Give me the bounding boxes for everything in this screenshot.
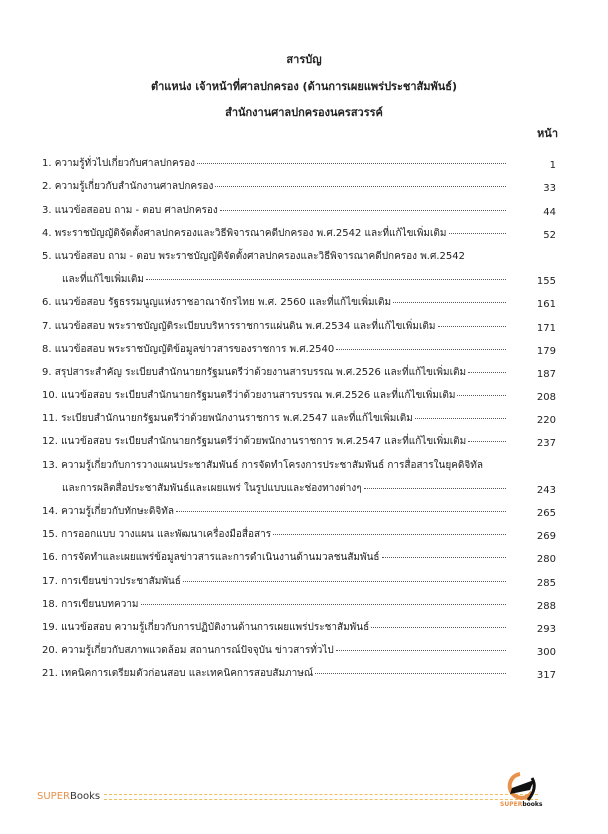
dot-leader <box>393 302 506 303</box>
toc-item-page: 44 <box>543 206 556 218</box>
toc-item-page: 317 <box>536 670 556 682</box>
toc-item-page: 171 <box>536 322 556 334</box>
toc-item-continuation[interactable] <box>42 264 556 287</box>
dot-leader <box>220 210 506 211</box>
dot-leader <box>415 418 506 419</box>
dot-leader <box>336 349 506 350</box>
toc-item[interactable] <box>42 635 556 658</box>
toc-item[interactable] <box>42 589 556 612</box>
toc-item-title: 7. แนวข้อสอบ พระราชบัญญัติระเบียบบริหารราชการแผ่นดิน พ.ศ.2534 และที่แก้ไขเพิ่มเติม <box>42 320 436 332</box>
toc-item-title: 20. ความรู้เกี่ยวกับสภาพแวดล้อม สถานการณ์ปัจจุบัน ข่าวสารทั่วไป <box>42 645 334 657</box>
toc-item-title: 15. การออกแบบ วางแผน และพัฒนาเครื่องมือสื่อสาร <box>42 529 272 541</box>
toc-item-page: 285 <box>536 577 556 589</box>
toc-item[interactable] <box>42 542 556 565</box>
toc-item[interactable] <box>42 519 556 542</box>
toc-item-page: 161 <box>536 299 556 311</box>
toc-item-title: 2. ความรู้เกี่ยวกับสำนักงานศาลปกครอง <box>42 181 214 193</box>
dot-leader <box>176 511 506 512</box>
toc-item-page: 243 <box>536 484 556 496</box>
toc-item-page: 269 <box>536 531 556 543</box>
toc-item[interactable] <box>42 612 556 635</box>
dot-leader <box>468 372 506 373</box>
dot-leader <box>449 233 506 234</box>
toc-item-title: 1. ความรู้ทั่วไปเกี่ยวกับศาลปกครอง <box>42 158 195 170</box>
toc-item[interactable] <box>42 565 556 588</box>
toc-item-page: 208 <box>536 392 556 404</box>
dot-leader <box>146 279 506 280</box>
dot-leader <box>141 604 506 605</box>
dot-leader <box>438 326 507 327</box>
dot-leader <box>197 163 506 164</box>
toc-item[interactable] <box>42 218 556 241</box>
dot-leader <box>336 650 506 651</box>
toc-item[interactable] <box>42 334 556 357</box>
toc-item-title: 17. การเขียนข่าวประชาสัมพันธ์ <box>42 575 181 587</box>
toc-item[interactable] <box>42 241 556 264</box>
toc-item-page: 237 <box>536 438 556 450</box>
toc-item-page: 280 <box>536 554 556 566</box>
dot-leader <box>215 186 506 187</box>
toc-item[interactable] <box>42 496 556 519</box>
toc-item-page: 293 <box>536 623 556 635</box>
toc-item-title: 18. การเขียนบทความ <box>42 598 139 610</box>
toc-item-title: 21. เทคนิคการเตรียมตัวก่อนสอบ และเทคนิคการสอบสัมภาษณ์ <box>42 668 314 680</box>
toc-item-title: 4. พระราชบัญญัติจัดตั้งศาลปกครองและวิธีพิจารณาคดีปกครอง พ.ศ.2542 และที่แก้ไขเพิ่มเติม <box>42 227 447 239</box>
toc-item-title: 16. การจัดทำและเผยแพร่ข้อมูลข่าวสารและการดำเนินงานด้านมวลชนสัมพันธ์ <box>42 552 380 564</box>
toc-item-title: 8. แนวข้อสอบ พระราชบัญญัติข้อมูลข่าวสารของราชการ พ.ศ.2540 <box>42 343 335 355</box>
toc-item-page: 155 <box>536 276 556 288</box>
toc-item-page: 52 <box>543 229 556 241</box>
toc-item-title: 11. ระเบียบสำนักนายกรัฐมนตรีว่าด้วยพนักงานราชการ พ.ศ.2547 และที่แก้ไขเพิ่มเติม <box>42 413 413 425</box>
footer-brand: SUPERBooks <box>37 791 101 802</box>
toc-item-title: 9. สรุปสาระสำคัญ ระเบียบสำนักนายกรัฐมนตรีว่าด้วยงานสารบรรณ พ.ศ.2526 และที่แก้ไขเพิ่มเติม <box>42 366 467 378</box>
toc-item-page: 187 <box>536 368 556 380</box>
dot-leader <box>315 673 506 674</box>
toc-item[interactable] <box>42 449 556 472</box>
toc-item[interactable] <box>42 403 556 426</box>
toc-item[interactable] <box>42 194 556 217</box>
dot-leader <box>273 534 506 535</box>
toc-item-title: 10. แนวข้อสอบ ระเบียบสำนักนายกรัฐมนตรีว่าด้วยงานสารบรรณ พ.ศ.2526 และที่แก้ไขเพิ่มเติม <box>42 390 456 402</box>
toc-item[interactable] <box>42 426 556 449</box>
toc-item[interactable] <box>42 310 556 333</box>
toc-item-page: 220 <box>536 415 556 427</box>
toc-item[interactable] <box>42 287 556 310</box>
position-heading: ตำแหน่ง เจ้าหน้าที่ศาลปกครอง (ด้านการเผยแพร่ประชาสัมพันธ์) <box>150 80 457 93</box>
toc-item-title: 6. แนวข้อสอบ รัฐธรรมนูญแห่งราชอาณาจักรไทย พ.ศ. 2560 และที่แก้ไขเพิ่มเติม <box>42 297 392 309</box>
dot-leader <box>371 627 506 628</box>
dot-leader <box>364 488 506 489</box>
toc-item-title: 14. ความรู้เกี่ยวกับทักษะดิจิทัล <box>42 506 174 517</box>
toc-item[interactable] <box>42 380 556 403</box>
toc-item-page: 288 <box>536 600 556 612</box>
toc-item-page: 265 <box>536 508 556 519</box>
toc-item[interactable] <box>42 357 556 380</box>
toc-item-title: 12. แนวข้อสอบ ระเบียบสำนักนายกรัฐมนตรีว่าด้วยพนักงานราชการ พ.ศ.2547 และที่แก้ไขเพิ่มเติม <box>42 436 467 448</box>
toc-item-page: 300 <box>536 647 556 659</box>
toc-item[interactable] <box>42 658 556 681</box>
dot-leader <box>183 581 506 582</box>
page-column-label: หน้า <box>537 127 558 140</box>
superbooks-logo-icon <box>498 770 552 808</box>
dot-leader <box>468 441 506 442</box>
toc-item[interactable] <box>42 171 556 194</box>
footer-divider <box>104 794 538 800</box>
toc-item-page: 179 <box>536 345 556 357</box>
toc-item-page: 33 <box>543 183 556 195</box>
toc-item-continuation[interactable] <box>42 473 556 496</box>
toc-item-title: และที่แก้ไขเพิ่มเติม <box>62 274 145 286</box>
toc-item-title: 3. แนวข้อสออบ ถาม - ตอบ ศาลปกครอง <box>42 204 218 216</box>
toc-title: สารบัญ <box>286 53 322 66</box>
toc-item-title: 13. ความรู้เกี่ยวกับการวางแผนประชาสัมพันธ์ การจัดทำโครงการประชาสัมพันธ์ การสื่อสารในยุคดิจิทัล <box>42 459 483 471</box>
dot-leader <box>457 395 506 396</box>
toc-item-title: 19. แนวข้อสอบ ความรู้เกี่ยวกับการปฏิบัติงานด้านการเผยแพร่ประชาสัมพันธ์ <box>42 621 370 633</box>
svg-text:SUPERbooks: SUPERbooks <box>500 801 543 808</box>
toc-item-title: และการผลิตสื่อประชาสัมพันธ์และเผยแพร่ ในรูปแบบและช่องทางต่างๆ <box>62 482 362 494</box>
office-heading: สำนักงานศาลปกครองนครสวรรค์ <box>225 106 383 119</box>
footer <box>37 791 542 802</box>
toc-item-page: 1 <box>549 160 556 172</box>
toc-item-title: 5. แนวข้อสอบ ถาม - ตอบ พระราชบัญญัติจัดตั้งศาลปกครองและวิธีพิจารณาคดีปกครอง พ.ศ.2542 <box>42 250 465 262</box>
table-of-contents <box>42 148 556 681</box>
toc-item[interactable] <box>42 148 556 171</box>
dot-leader <box>382 557 506 558</box>
